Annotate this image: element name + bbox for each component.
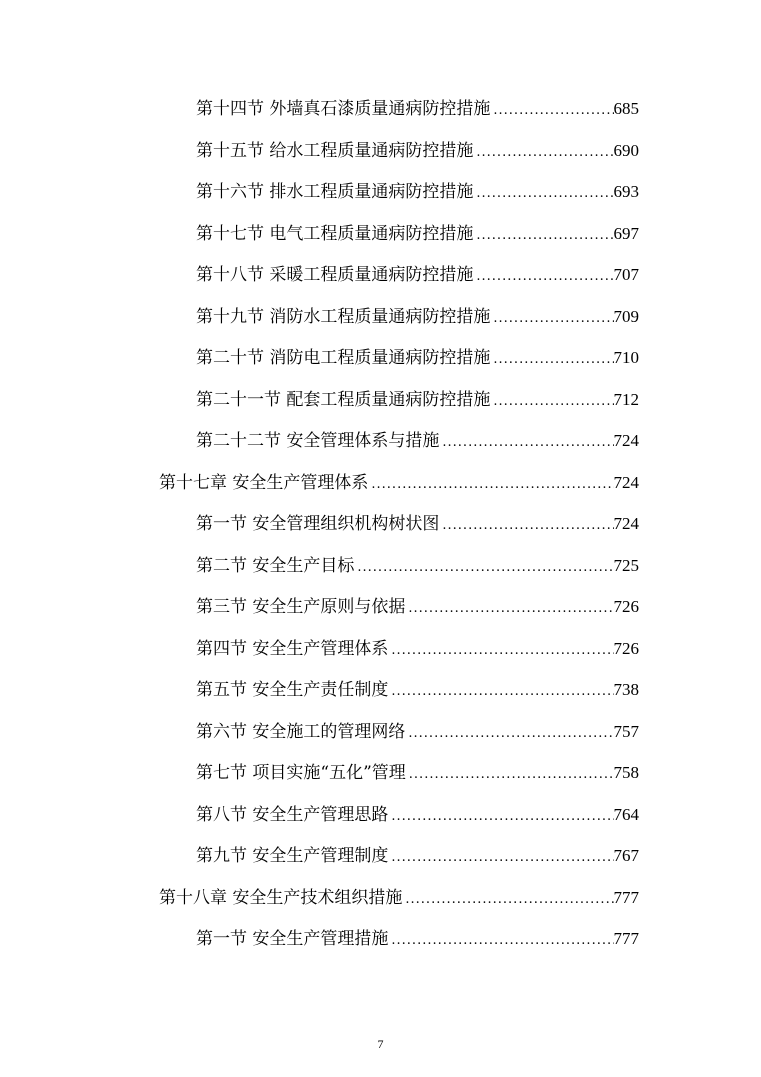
toc-entry-label: 第十七章 安全生产管理体系 [159,473,369,493]
toc-leader-dots [368,476,613,494]
toc-entry-page: 738 [613,680,639,699]
toc-entry [196,262,639,286]
toc-leader-dots [473,144,613,162]
toc-entry-label: 第十八章 安全生产技术组织措施 [159,888,403,908]
toc-entry-page: 693 [613,182,639,201]
toc-leader-dots [490,393,613,411]
toc-entry-page: 767 [613,846,639,865]
toc-entry [196,387,639,411]
toc-entry-page: 685 [613,99,639,118]
toc-entry-page: 777 [613,929,639,948]
toc-entry-page: 709 [613,307,639,326]
toc-entry-page: 690 [613,141,639,160]
toc-chapter-entry [159,470,639,494]
toc-entry [196,345,639,369]
toc-entry-page: 758 [613,763,639,782]
toc-entry [196,719,639,743]
toc-leader-dots [405,600,613,618]
toc-leader-dots [406,766,614,784]
toc-leader-dots [490,102,613,120]
toc-entry-page: 697 [613,224,639,243]
toc-leader-dots [405,725,613,743]
toc-entry-label: 第三节 安全生产原则与依据 [196,597,406,617]
toc-entry-label: 第十五节 给水工程质量通病防控措施 [196,141,474,161]
toc-entry [196,594,639,618]
toc-entry [196,138,639,162]
toc-entry-page: 726 [613,597,639,616]
toc-entry [196,511,639,535]
toc-entry [196,677,639,701]
toc-leader-dots [439,517,613,535]
toc-leader-dots [402,891,613,909]
toc-entry-label: 第二十节 消防电工程质量通病防控措施 [196,348,491,368]
toc-entry-label: 第八节 安全生产管理思路 [196,805,389,825]
toc-leader-dots [490,310,613,328]
toc-leader-dots [439,434,613,452]
toc-entry [196,96,639,120]
toc-entry [196,179,639,203]
toc-leader-dots [473,268,613,286]
toc-entry-label: 第四节 安全生产管理体系 [196,639,389,659]
toc-leader-dots [388,683,613,701]
toc-leader-dots [473,185,613,203]
toc-entry-label: 第十九节 消防水工程质量通病防控措施 [196,307,491,327]
toc-entry-page: 707 [613,265,639,284]
toc-leader-dots [388,642,613,660]
toc-entry-label: 第十八节 采暖工程质量通病防控措施 [196,265,474,285]
toc-entry-label: 第九节 安全生产管理制度 [196,846,389,866]
toc-entry [196,926,639,950]
toc-entry-label: 第十六节 排水工程质量通病防控措施 [196,182,474,202]
toc-entry-page: 764 [613,805,639,824]
toc-entry [196,802,639,826]
toc-entry-label: 第七节 项目实施“五化”管理 [196,763,406,783]
toc-entry-page: 757 [613,722,639,741]
toc-entry-page: 726 [613,639,639,658]
toc-entry [196,760,639,784]
toc-entry-page: 724 [613,514,639,533]
toc-entry-page: 710 [613,348,639,367]
toc-entry [196,553,639,577]
toc-leader-dots [388,932,613,950]
toc-entry-label: 第一节 安全生产管理措施 [196,929,389,949]
toc-entry-label: 第二十一节 配套工程质量通病防控措施 [196,390,491,410]
toc-entry-label: 第六节 安全施工的管理网络 [196,722,406,742]
toc-entry [196,304,639,328]
toc-entry-page: 725 [613,556,639,575]
toc-leader-dots [490,351,613,369]
toc-entry [196,428,639,452]
toc-entry [196,221,639,245]
toc-entry-page: 724 [613,473,639,492]
toc-entry-page: 712 [613,390,639,409]
toc-chapter-entry [159,885,639,909]
toc-entry-label: 第一节 安全管理组织机构树状图 [196,514,440,534]
toc-entry-label: 第五节 安全生产责任制度 [196,680,389,700]
toc-entry [196,636,639,660]
toc-entry-page: 777 [613,888,639,907]
toc-entry [196,843,639,867]
toc-leader-dots [388,849,613,867]
toc-entry-label: 第二节 安全生产目标 [196,556,355,576]
toc-leader-dots [388,808,613,826]
toc-leader-dots [354,559,613,577]
toc-leader-dots [473,227,613,245]
toc-entry-label: 第十七节 电气工程质量通病防控措施 [196,224,474,244]
toc-entry-label: 第十四节 外墙真石漆质量通病防控措施 [196,99,491,119]
toc-entry-page: 724 [613,431,639,450]
toc-entry-label: 第二十二节 安全管理体系与措施 [196,431,440,451]
page-number: 7 [377,1037,384,1051]
